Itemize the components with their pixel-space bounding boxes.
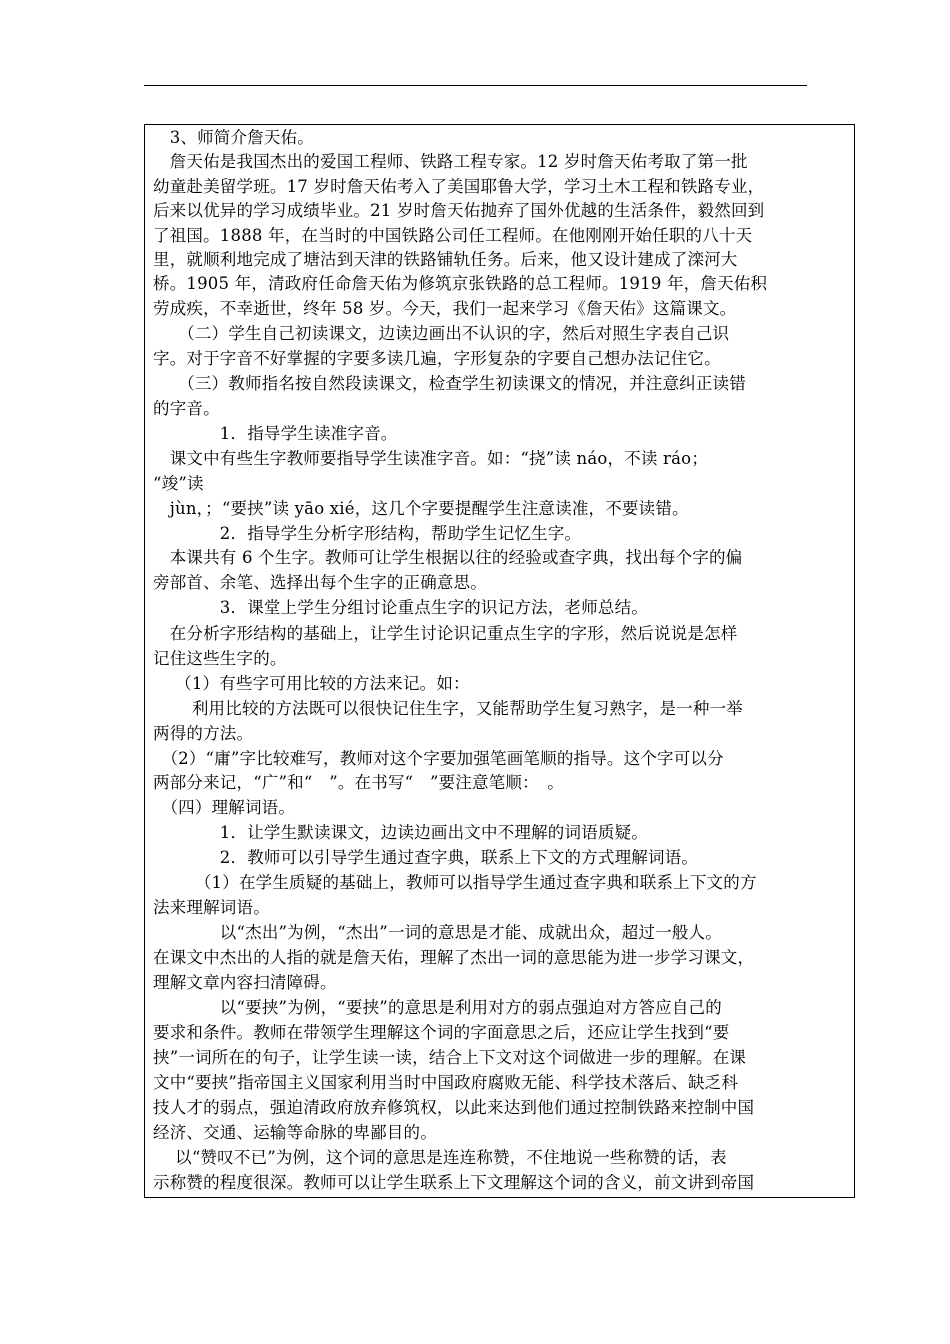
header-rule [144, 85, 807, 86]
text-line: 记住这些生字的。 [153, 649, 287, 668]
text-line: 2．教师可以引导学生通过查字典，联系上下文的方式理解词语。 [153, 848, 699, 867]
text-line: （四）理解词语。 [153, 798, 296, 817]
text-line: 2．指导学生分析字形结构，帮助学生记忆生字。 [153, 524, 582, 543]
text-line: 利用比较的方法既可以很快记住生字，又能帮助学生复习熟字，是一种一举 [153, 699, 743, 718]
text-line: （1）在学生质疑的基础上，教师可以指导学生通过查字典和联系上下文的方 [153, 873, 757, 892]
text-line: 詹天佑是我国杰出的爱国工程师、铁路工程专家。12 岁时詹天佑考取了第一批 [153, 152, 748, 171]
text-line: 劳成疾，不幸逝世，终年 58 岁。今天，我们一起来学习《詹天佑》这篇课文。 [153, 299, 737, 318]
text-line: 3．课堂上学生分组讨论重点生字的识记方法，老师总结。 [153, 598, 648, 617]
text-line: 了祖国。1888 年，在当时的中国铁路公司任工程师。在他刚刚开始任职的八十天 [153, 226, 753, 245]
text-line: 两部分来记，“广”和“ ”。在书写“ ”要注意笔顺： 。 [153, 773, 564, 792]
text-line: 后来以优异的学习成绩毕业。21 岁时詹天佑抛弃了国外优越的生活条件，毅然回到 [153, 201, 765, 220]
text-line: 里，就顺利地完成了塘沽到天津的铁路铺轨任务。后来，他又设计建成了滦河大 [153, 250, 738, 269]
text-line: 以“赞叹不已”为例，这个词的意思是连连称赞，不住地说一些称赞的话，表 [153, 1148, 727, 1167]
text-line: 示称赞的程度很深。教师可以让学生联系上下文理解这个词的含义，前文讲到帝国 [153, 1173, 755, 1192]
text-line: （三）教师指名按自然段读课文，检查学生初读课文的情况，并注意纠正读错 [153, 374, 746, 393]
text-line: jùn，；“要挟”读 yāo xié，这几个字要提醒学生注意读准，不要读错。 [153, 499, 689, 518]
text-line: 文中“要挟”指帝国主义国家利用当时中国政府腐败无能、科学技术落后、缺乏科 [153, 1073, 739, 1092]
text-line: 技人才的弱点，强迫清政府放弃修筑权，以此来达到他们通过控制铁路来控制中国 [153, 1098, 755, 1117]
text-line: 在分析字形结构的基础上，让学生讨论识记重点生字的字形，然后说说是怎样 [153, 624, 738, 643]
text-line: 在课文中杰出的人指的就是詹天佑，理解了杰出一词的意思能为进一步学习课文， [153, 948, 755, 967]
text-line: 字。对于字音不好掌握的字要多读几遍，字形复杂的字要自己想办法记住它。 [153, 349, 721, 368]
text-line: 以“杰出”为例，“杰出”一词的意思是才能、成就出众，超过一般人。 [153, 923, 722, 942]
text-line: 以“要挟”为例，“要挟”的意思是利用对方的弱点强迫对方答应自己的 [153, 998, 722, 1017]
text-line: 幼童赴美留学班。17 岁时詹天佑考入了美国耶鲁大学，学习土木工程和铁路专业， [153, 177, 765, 196]
text-line: 要求和条件。教师在带领学生理解这个词的字面意思之后，还应让学生找到“要 [153, 1023, 730, 1042]
text-line: 挟”一词所在的句子，让学生读一读，结合上下文对这个词做进一步的理解。在课 [153, 1048, 747, 1067]
text-line: 理解文章内容扫清障碍。 [153, 973, 337, 992]
text-line: （2）“庸”字比较难写，教师对这个字要加强笔画笔顺的指导。这个字可以分 [153, 749, 724, 768]
text-line: （二）学生自己初读课文，边读边画出不认识的字，然后对照生字表自己识 [153, 324, 730, 343]
text-line: 旁部首、余笔、选择出每个生字的正确意思。 [153, 573, 487, 592]
text-line: 本课共有 6 个生字。教师可让学生根据以往的经验或查字典，找出每个字的偏 [153, 548, 743, 567]
text-line: 桥。1905 年，清政府任命詹天佑为修筑京张铁路的总工程师。1919 年，詹天佑积 [153, 274, 768, 293]
text-line: 法来理解词语。 [153, 898, 270, 917]
text-line: 1．指导学生读准字音。 [153, 424, 398, 443]
text-line: 两得的方法。 [153, 724, 254, 743]
text-line: （1）有些字可用比较的方法来记。如： [153, 674, 470, 693]
text-line: 课文中有些生字教师要指导学生读准字音。如：“挠”读 náo，不读 ráo； [153, 449, 709, 468]
text-line: 的字音。 [153, 399, 220, 418]
text-line: 1．让学生默读课文，边读边画出文中不理解的词语质疑。 [153, 823, 648, 842]
text-line: “竣”读 [153, 474, 204, 493]
text-line: 经济、交通、运输等命脉的卑鄙目的。 [153, 1123, 437, 1142]
text-line: 3、师简介詹天佑。 [153, 128, 314, 147]
